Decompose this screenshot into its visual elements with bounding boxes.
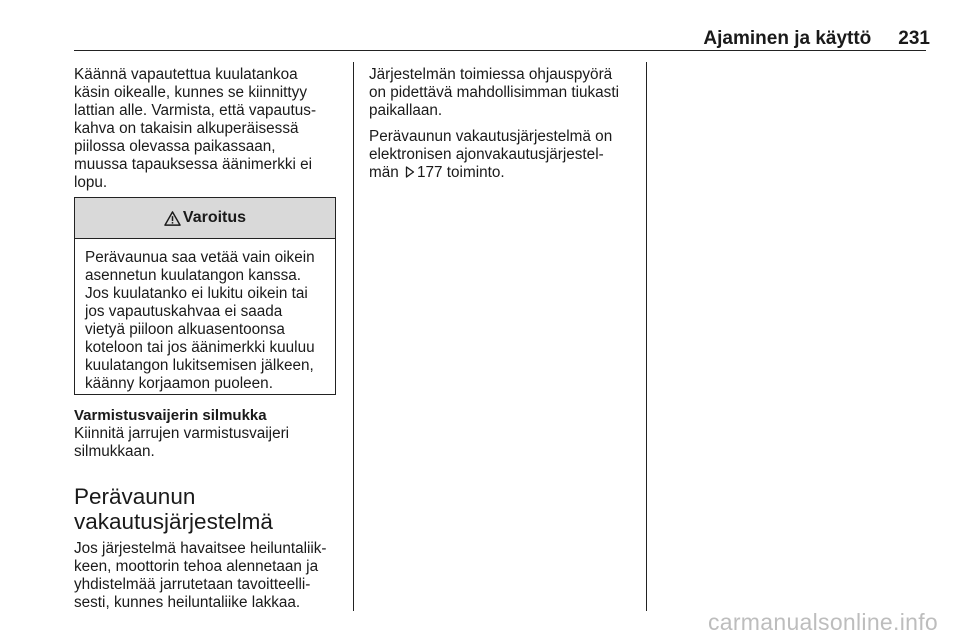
page-number: 231 (898, 28, 930, 49)
page-header (74, 28, 930, 50)
header-rule (74, 50, 926, 51)
reference-arrow-icon (405, 166, 415, 178)
warning-box (74, 197, 336, 395)
warning-header (75, 198, 335, 239)
warning-text: Perävaunua saa vetää vain oikein asennetun kuulatangon kanssa. Jos kuulatanko ei lukitu oikein tai jos vapautuskahvaa ei saada vietyä piiloon alkuasentoonsa koteloon tai jos äänimerkki kuuluu kuulatangon lukitsemisen jälkeen, käänny korjaamon puoleen. (85, 249, 315, 392)
left-column-lower (74, 407, 349, 612)
section-heading: Perävaunun vakautusjärjestelmä (74, 484, 273, 534)
column-divider-right (646, 62, 647, 611)
right-paragraph-2-prefix: Perävaunun vakautusjärjestelmä on elektronisen ajonvakautusjärjestel- män (369, 128, 613, 181)
right-paragraph-2 (369, 128, 639, 182)
intro-paragraph: Käännä vapautettua kuulatankoa käsin oikealle, kunnes se kiinnittyy lattian alle. Varmista, että vapautus- kahva on takaisin alkuperäisessä piilossa olevassa paikassaan, muussa tapauksessa äänimerkki ei lopu. (74, 66, 317, 191)
right-paragraph-2-suffix: toiminto. (442, 164, 505, 181)
watermark: carmanualsonline.info (707, 609, 938, 635)
right-paragraph-1: Järjestelmän toimiessa ohjauspyörä on pidettävä mahdollisimman tiukasti paikallaan. (369, 66, 619, 119)
right-column (369, 66, 639, 182)
subsection-title: Varmistusvaijerin silmukka (74, 407, 267, 424)
warning-triangle-icon (164, 211, 181, 226)
subsection-text: Kiinnitä jarrujen varmistusvaijeri silmukkaan. (74, 425, 290, 460)
header-section-title: Ajaminen ja käyttö (703, 28, 872, 49)
warning-title: Varoitus (182, 209, 247, 226)
section-text: Jos järjestelmä havaitsee heiluntaliik- keen, moottorin tehoa alennetaan ja yhdistelmää jarrutetaan tavoitteelli- sesti, kunnes heiluntaliike lakkaa. (74, 540, 327, 611)
left-column-intro (74, 66, 344, 192)
column-divider-left (353, 62, 354, 611)
reference-page-link[interactable]: 177 (417, 164, 443, 181)
